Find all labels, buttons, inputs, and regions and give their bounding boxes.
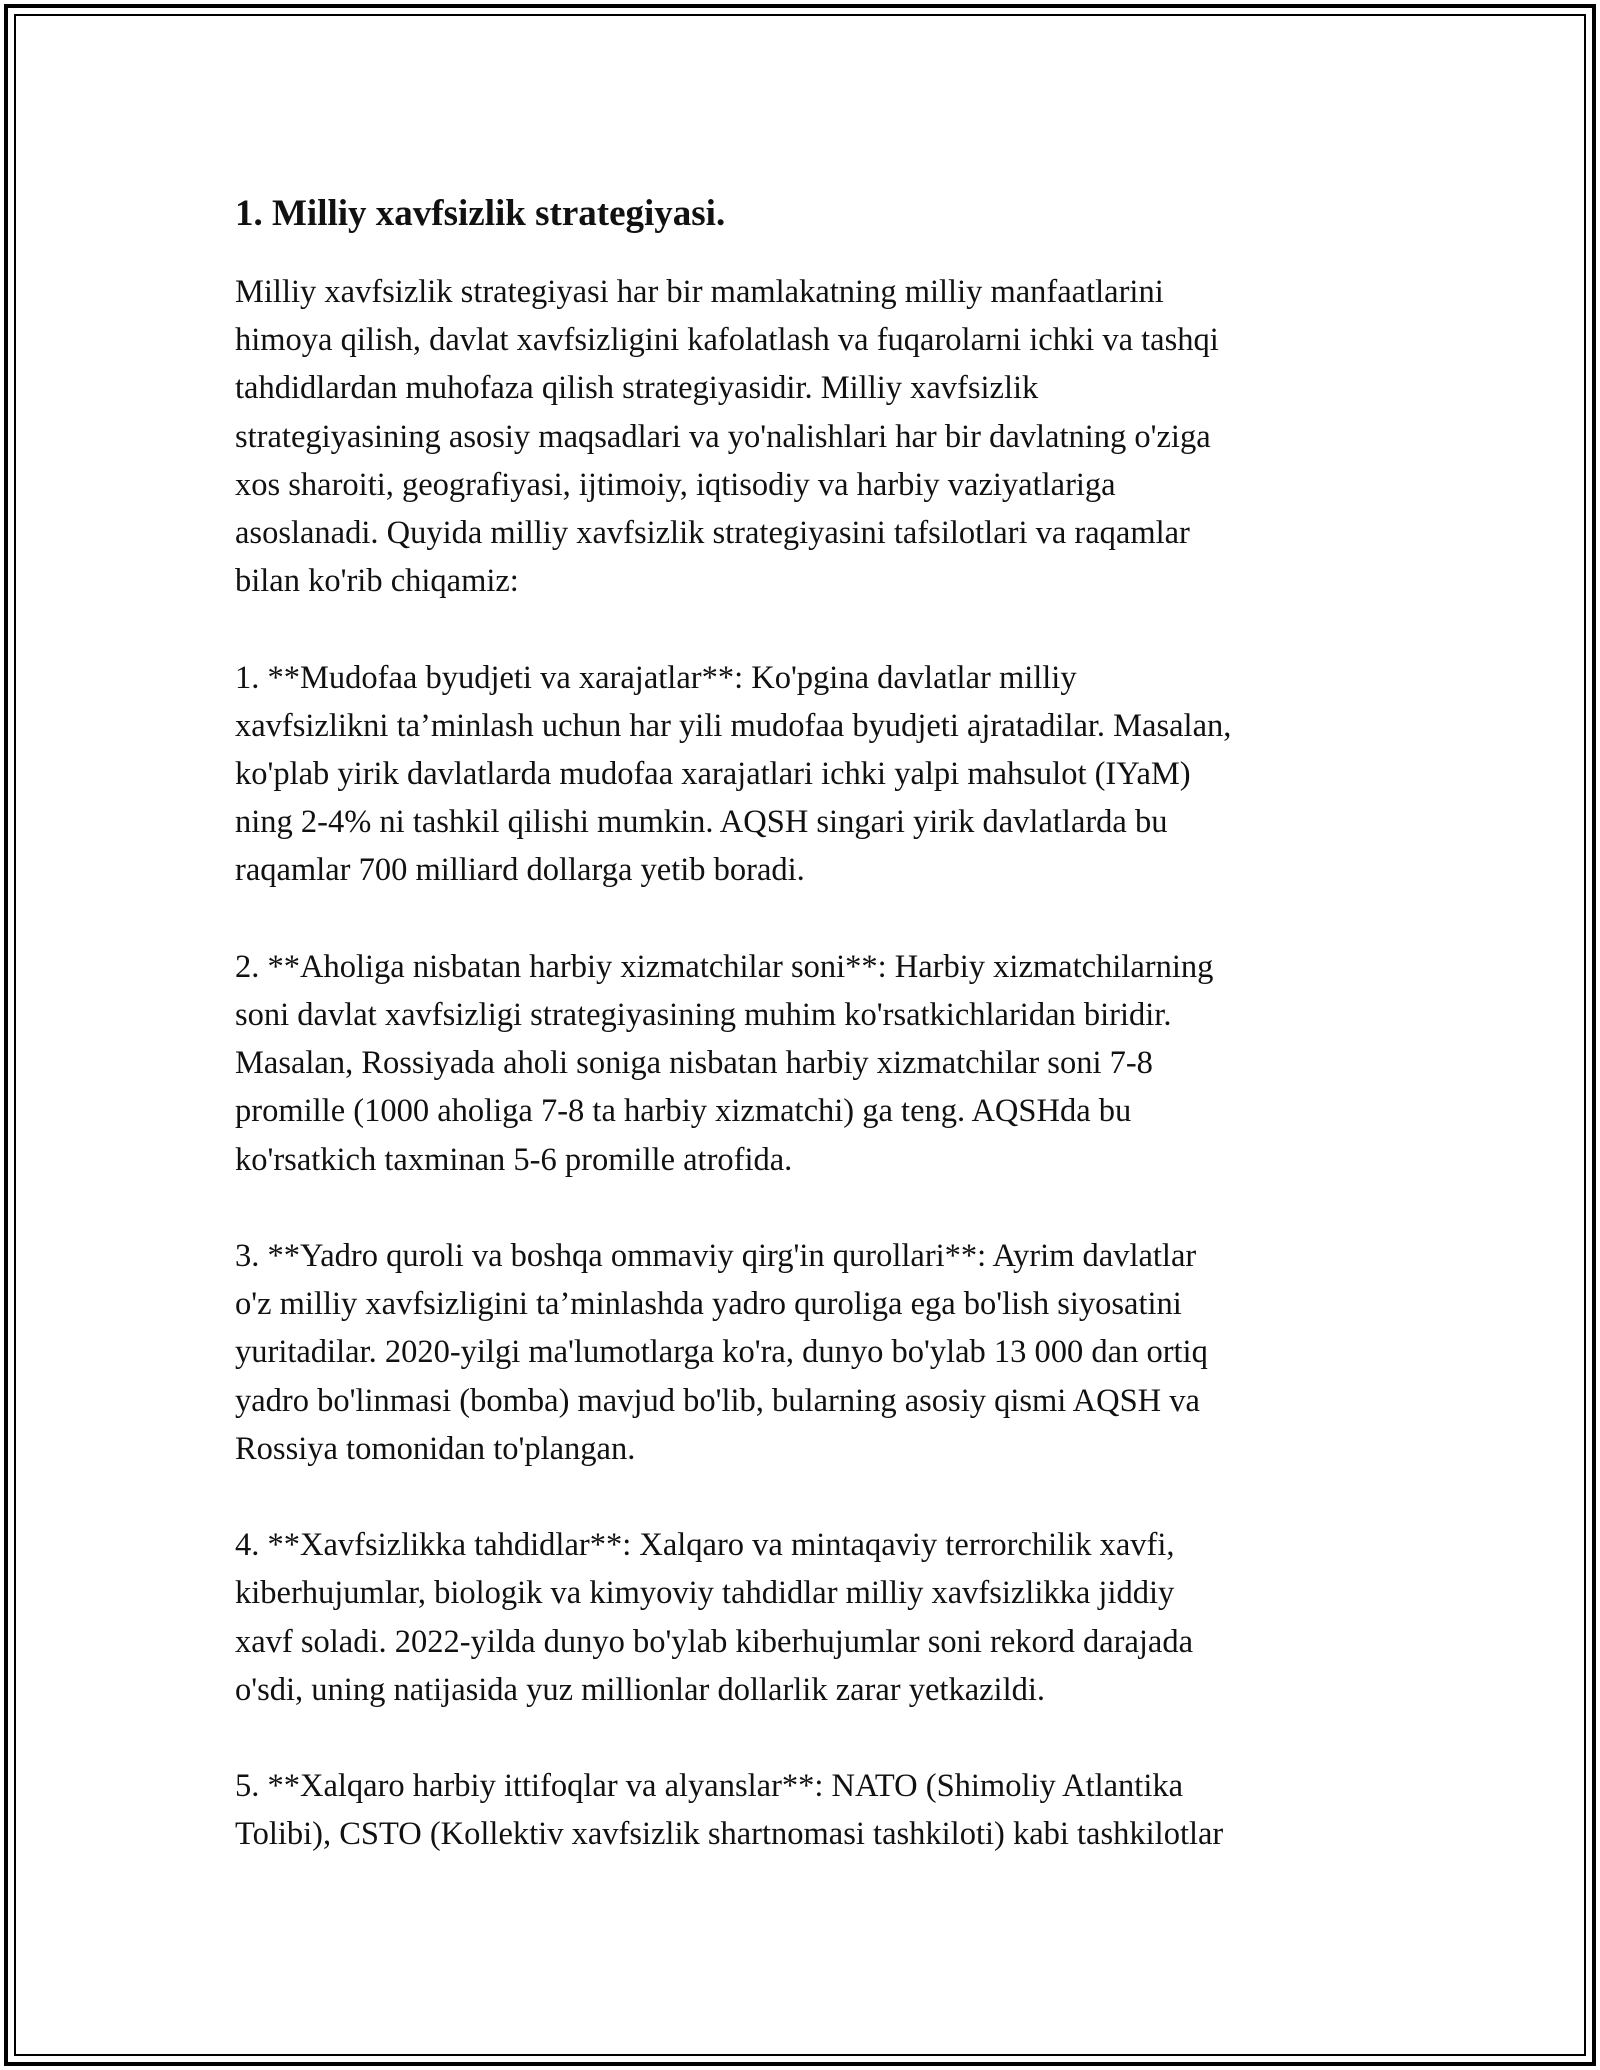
list-item-defense-budget: 1. **Mudofaa byudjeti va xarajatlar**: Ko'pgina davlatlar milliy xavfsizlikni ta’minlash uchun har yili mudofaa byudjeti ajratadilar. Masalan, ko'plab yirik davlatlarda mudofaa xarajatlari ichki yalpi mahsulot (IYaM) ning 2-4% ni tashkil qilishi mumkin. AQSH singari yirik davlatlarda bu raqamlar 700 milliard dollarga yetib boradi.	[235, 659, 1232, 889]
document-body	[235, 190, 1365, 1907]
intro-paragraph: Milliy xavfsizlik strategiyasi har bir mamlakatning milliy manfaatlarini himoya qilish, davlat xavfsizligini kafolatlash va fuqarolarni ichki va tashqi tahdidlardan muhofaza qilish strategiyasidir. Milliy xavfsizlik strategiyasining asosiy maqsadlari va yo'nalishlari har bir davlatning o'ziga xos sharoiti, geografiyasi, ijtimoiy, iqtisodiy va harbiy vaziyatlariga asoslanadi. Quyida milliy xavfsizlik strategiyasini tafsilotlari va raqamlar bilan ko'rib chiqamiz:	[235, 274, 1219, 600]
list-item-nuclear-weapons: 3. **Yadro quroli va boshqa ommaviy qirg'in qurollari**: Ayrim davlatlar o'z milliy xavfsizligini ta’minlashda yadro quroliga ega bo'lish siyosatini yuritadilar. 2020-yilgi ma'lumotlarga ko'ra, dunyo bo'ylab 13 000 dan ortiq yadro bo'linmasi (bomba) mavjud bo'lib, bularning asosiy qismi AQSH va Rossiya tomonidan to'plangan.	[235, 1238, 1208, 1467]
list-item-military-personnel: 2. **Aholiga nisbatan harbiy xizmatchilar soni**: Harbiy xizmatchilarning soni davlat xavfsizligi strategiyasining muhim ko'rsatkichlaridan biridir. Masalan, Rossiyada aholi soniga nisbatan harbiy xizmatchilar soni 7-8 promille (1000 aholiga 7-8 ta harbiy xizmatchi) ga teng. AQSHda bu ko'rsatkich taxminan 5-6 promille atrofida.	[235, 948, 1214, 1178]
list-item-military-alliances: 5. **Xalqaro harbiy ittifoqlar va alyanslar**: NATO (Shimoliy Atlantika Tolibi), CSTO (Kollektiv xavfsizlik shartnomasi tashkiloti) kabi tashkilotlar	[235, 1768, 1224, 1853]
document-title: 1. Milliy xavfsizlik strategiyasi.	[235, 193, 726, 234]
list-item-security-threats: 4. **Xavfsizlikka tahdidlar**: Xalqaro va mintaqaviy terrorchilik xavfi, kiberhujumlar, biologik va kimyoviy tahdidlar milliy xavfsizlikka jiddiy xavf soladi. 2022-yilda dunyo bo'ylab kiberhujumlar soni rekord darajada o'sdi, uning natijasida yuz millionlar dollarlik zarar yetkazildi.	[235, 1527, 1194, 1708]
